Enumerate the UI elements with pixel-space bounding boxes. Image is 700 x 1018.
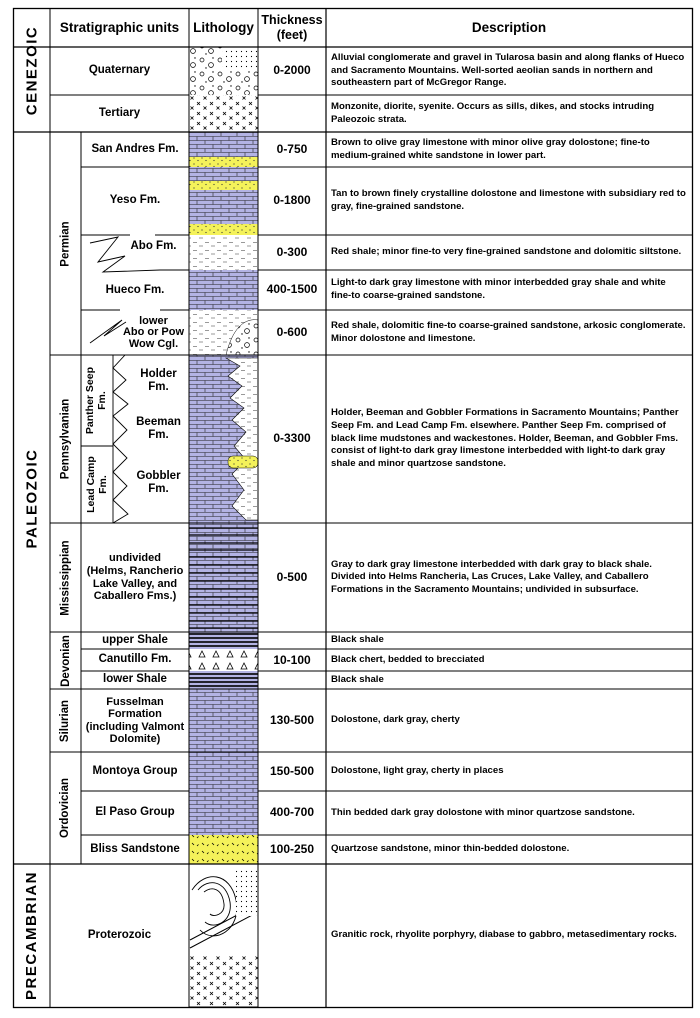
description-el-paso: Thin bedded dark gray dolostone with minor quartzose sandstone. xyxy=(331,806,635,818)
era-paleozoic: PALEOZOIC xyxy=(23,448,41,548)
description-canutillo: Black chert, bedded to brecciated xyxy=(331,653,485,665)
unit-name-lower-shale: lower Shale xyxy=(103,673,167,686)
thickness-yeso: 0-1800 xyxy=(273,193,311,208)
header-units: Stratigraphic units xyxy=(59,19,180,35)
thickness-mississippian: 0-500 xyxy=(276,569,308,584)
thickness-lower-abo: 0-600 xyxy=(276,324,308,339)
unit-name-bliss: Bliss Sandstone xyxy=(90,842,180,855)
thickness-hueco: 400-1500 xyxy=(266,282,318,297)
thickness-el-paso: 400-700 xyxy=(269,805,315,820)
unit-name-lower-abo: lower Abo or Pow Wow Cgl. xyxy=(122,314,185,350)
header-lithology: Lithology xyxy=(193,19,254,35)
description-proterozoic: Granitic rock, rhyolite porphyry, diabase to gabbro, metasedimentary rocks. xyxy=(331,929,677,941)
description-column xyxy=(326,47,692,1007)
thickness-column xyxy=(258,47,326,864)
period-pennsylvanian: Pennsylvanian xyxy=(59,398,72,480)
header-thickness: Thickness (feet) xyxy=(261,13,323,42)
header-description: Description xyxy=(471,19,547,35)
description-lower-shale: Black shale xyxy=(331,673,384,685)
era-precambrian: PRECAMBRIAN xyxy=(23,871,40,1000)
description-bliss: Quartzose sandstone, minor thin-bedded dolostone. xyxy=(331,843,570,855)
description-yeso: Tan to brown finely crystalline dolostone and limestone with subsidiary red to gray, fine-grained sandstone. xyxy=(331,188,686,212)
unit-name-tertiary: Tertiary xyxy=(98,106,141,119)
description-pennsylvanian: Holder, Beeman and Gobbler Formations in Sacramento Mountains; Panther Seep Fm. and Lead Camp Fm. elsewhere. Panther Seep Fm. comprised of black lime mudstones and wackestones. Holder, Beeman, and Gobbler Fms. consist of light-to dark gray limestone interbedded with light-to dark gray shale and minor quartzose sandstone. xyxy=(331,407,679,469)
description-montoya: Dolostone, light gray, cherty in places xyxy=(331,765,504,777)
unit-name-quaternary: Quaternary xyxy=(88,64,151,77)
description-san-andres: Brown to olive gray limestone with minor olive gray dolostone; fine-to medium-grained white sandstone in lower part. xyxy=(331,136,650,161)
description-upper-shale: Black shale xyxy=(331,634,384,646)
period-ordovician: Ordovician xyxy=(59,777,72,839)
unit-name-yeso: Yeso Fm. xyxy=(109,194,161,207)
description-lower-abo: Red shale, dolomitic fine-to coarse-grained sandstone, arkosic conglomerate. Minor dolostone and limestone. xyxy=(331,319,686,344)
period-mississippian: Mississippian xyxy=(59,539,72,616)
unit-name-proterozoic: Proterozoic xyxy=(87,928,152,941)
subunit-lead-camp: Lead Camp Fm. xyxy=(84,456,109,513)
unit-name-abo: Abo Fm. xyxy=(130,240,177,253)
description-fusselman: Dolostone, dark gray, cherty xyxy=(331,714,460,726)
period-silurian: Silurian xyxy=(59,699,72,742)
thickness-abo: 0-300 xyxy=(276,244,308,259)
subunit-panther-seep: Panther Seep Fm. xyxy=(84,366,109,435)
period-permian: Permian xyxy=(59,220,72,267)
unit-name-fusselman: Fusselman Formation (including Valmont Dolomite) xyxy=(85,696,185,745)
era-cenozoic: CENEZOIC xyxy=(23,25,41,115)
unit-name-canutillo: Canutillo Fm. xyxy=(98,653,172,666)
thickness-pennsylvanian: 0-3300 xyxy=(273,431,311,446)
thickness-quaternary: 0-2000 xyxy=(273,63,311,78)
description-quaternary: Alluvial conglomerate and gravel in Tularosa basin and along flanks of Hueco and Sacramento Mountains. Well-sorted aeolian sands in northern and southeastern part of McGregor Range. xyxy=(331,52,685,89)
thickness-devonian: 10-100 xyxy=(273,652,311,667)
description-hueco: Light-to dark gray limestone with minor interbedded gray shale and white fine-to coarse-grained sandstone. xyxy=(331,277,666,301)
description-tertiary: Monzonite, diorite, syenite. Occurs as sills, dikes, and stocks intruding Paleozoic strata. xyxy=(331,100,655,125)
period-devonian: Devonian xyxy=(59,634,72,687)
unit-name-hueco: Hueco Fm. xyxy=(105,284,165,297)
thickness-fusselman: 130-500 xyxy=(269,712,315,727)
thickness-bliss: 100-250 xyxy=(269,841,315,856)
thickness-san-andres: 0-750 xyxy=(276,141,308,156)
thickness-montoya: 150-500 xyxy=(269,763,315,778)
unit-name-beeman: Beeman Fm. xyxy=(136,415,181,441)
unit-name-holder: Holder Fm. xyxy=(140,367,177,393)
lithology-column xyxy=(189,47,258,1007)
unit-name-upper-shale: upper Shale xyxy=(102,633,168,646)
unit-name-gobbler: Gobbler Fm. xyxy=(136,469,181,495)
unit-name-montoya: Montoya Group xyxy=(92,764,178,777)
unit-name-el-paso: El Paso Group xyxy=(95,806,175,819)
unit-name-mississippian: undivided (Helms, Rancherio Lake Valley, and Caballero Fms.) xyxy=(86,552,184,603)
description-mississippian: Gray to dark gray limestone interbedded with dark gray to black shale. Divided into Helms Rancheria, Las Cruces, Lake Valley, and Caballero Formations in the Sacramento Mountains; undivided in subsurface. xyxy=(331,558,652,595)
unit-name-san-andres: San Andres Fm. xyxy=(91,142,179,155)
description-abo: Red shale; minor fine-to very fine-grained sandstone and dolomitic siltstone. xyxy=(331,246,682,258)
